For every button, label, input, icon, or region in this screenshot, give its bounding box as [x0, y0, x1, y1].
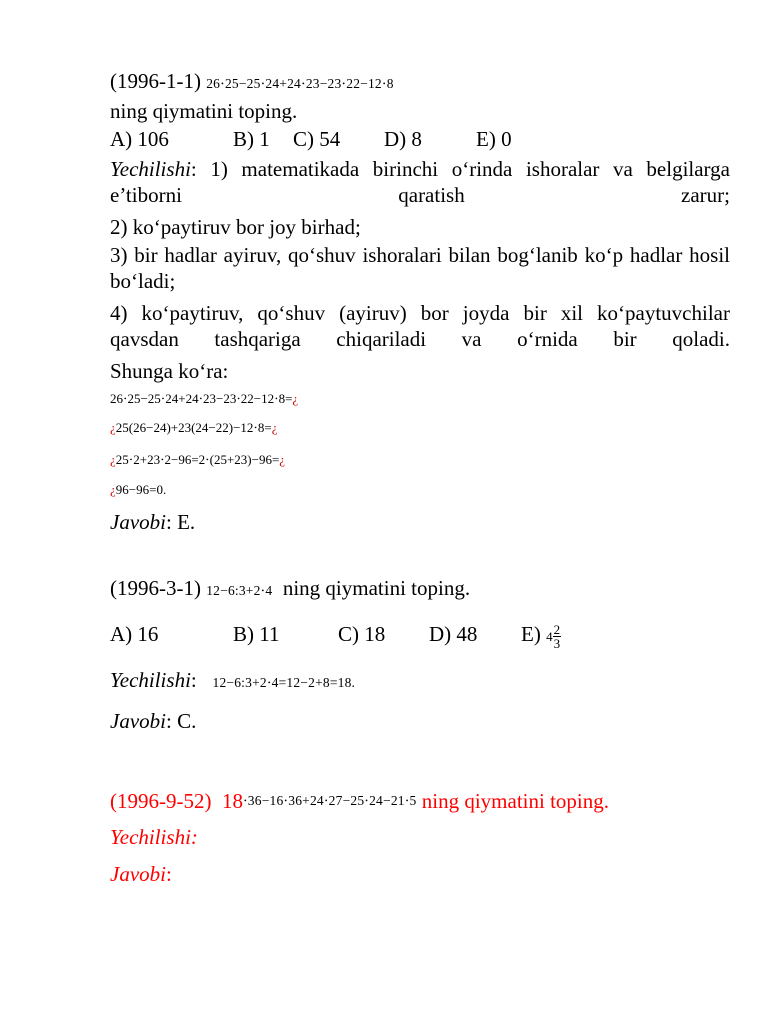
- problem1-calc-line1: [110, 386, 298, 412]
- problem2-header: [110, 575, 470, 604]
- calc-line1-qmark: ¿: [292, 391, 299, 406]
- calc-line2-qmark-end: ¿: [271, 420, 278, 435]
- problem1-options: [110, 126, 670, 152]
- problem2-option-c: C) 18: [338, 622, 386, 646]
- problem2-option-a: A) 16: [110, 622, 159, 646]
- problem2-answer-value: : C.: [165, 709, 197, 733]
- problem2-options: [110, 621, 610, 655]
- problem1-shunga-kora: Shunga ko‘ra:: [110, 359, 229, 383]
- problem1-solution-step1-text: : 1) matematikada birinchi o‘rinda ishoralar va belgilarga e’tiborni qaratish zarur;: [110, 157, 730, 207]
- calc-line3-qmark-end: ¿: [279, 452, 286, 467]
- problem2-question: ning qiymatini toping.: [282, 576, 471, 600]
- calc-line4-qmark: ¿: [110, 482, 116, 497]
- problem3-expression: ⋅36−16⋅36+24⋅27−25⋅24−21⋅5: [242, 793, 417, 808]
- problem1-expression: 26⋅25−25⋅24+24⋅23−23⋅22−12⋅8: [206, 76, 394, 91]
- problem1-answer-value: : E.: [165, 510, 196, 534]
- problem2-id: (1996-3-1): [110, 576, 201, 600]
- problem1-option-a: A) 106: [110, 127, 169, 151]
- problem2-solution-colon: :: [190, 668, 197, 692]
- problem1-answer-label: Javobi: [110, 510, 166, 534]
- problem1-calc-line3: [110, 447, 285, 473]
- problem3-answer: [110, 861, 172, 887]
- problem2-answer: [110, 708, 196, 734]
- problem3-id: (1996-9-52): [110, 789, 212, 813]
- calc-line1-expr: 26⋅25−25⋅24+24⋅23−23⋅22−12⋅8=: [110, 391, 293, 406]
- problem1-option-b: B) 1: [233, 127, 270, 151]
- calc-line2-qmark-start: ¿: [110, 420, 116, 435]
- problem3-lead-number: 18: [221, 789, 243, 813]
- problem2-solution-label: Yechilishi: [110, 668, 191, 692]
- problem1-calc-line2: [110, 415, 278, 441]
- problem1-solution-label: Yechilishi: [110, 157, 191, 181]
- problem1-step4: 4) ko‘paytiruv, qo‘shuv (ayiruv) bor joyda bir xil ko‘paytuvchilar qavsdan tashqariga chiqariladi va o‘rnida bir qoladi.: [110, 301, 730, 351]
- problem1-option-e: E) 0: [476, 127, 512, 151]
- problem3-answer-colon: :: [165, 862, 172, 886]
- problem1-step2: 2) ko‘paytiruv bor joy birhad;: [110, 215, 361, 239]
- problem1-step3: 3) bir hadlar ayiruv, qo‘shuv ishoralari bilan bog‘lanib ko‘p hadlar hosil bo‘ladi;: [110, 243, 730, 293]
- calc-line4-expr: 96−96=0.: [115, 482, 167, 497]
- problem3-header: [110, 788, 609, 817]
- problem2-solution: [110, 667, 355, 696]
- problem2-expression: 12−6:3+2⋅4: [206, 583, 273, 598]
- problem1-option-c: C) 54: [293, 127, 341, 151]
- problem2-option-b: B) 11: [233, 622, 280, 646]
- problem2-option-e: [521, 621, 561, 650]
- problem3-answer-label: Javobi: [110, 862, 166, 886]
- problem2-option-e-label: E): [521, 622, 541, 646]
- problem3-solution-label: Yechilishi:: [110, 825, 198, 849]
- problem2-option-d: D) 48: [429, 622, 478, 646]
- problem1-id: (1996-1-1): [110, 69, 201, 93]
- fraction-denominator: 3: [553, 635, 561, 651]
- problem2-solution-expression: 12−6:3+2⋅4=12−2+8=18.: [212, 675, 356, 690]
- problem1-answer: [110, 509, 195, 535]
- fraction-numerator: 2: [553, 621, 561, 637]
- problem1-header: [110, 68, 394, 97]
- problem2-option-e-whole: 4: [546, 629, 553, 644]
- problem3-question: ning qiymatini toping.: [421, 789, 609, 813]
- calc-line2-expr: 25(26−24)+23(24−22)−12⋅8=: [115, 420, 272, 435]
- problem1-option-d: D) 8: [384, 127, 422, 151]
- problem1-calc-line4: [110, 477, 166, 503]
- problem1-solution-step1: [110, 156, 730, 208]
- problem2-answer-label: Javobi: [110, 709, 166, 733]
- problem3-solution: [110, 824, 198, 850]
- calc-line3-qmark-start: ¿: [110, 452, 116, 467]
- calc-line3-expr: 25⋅2+23⋅2−96=2⋅(25+23)−96=: [115, 452, 280, 467]
- problem1-question: ning qiymatini toping.: [110, 99, 298, 123]
- problem2-option-e-fraction: [553, 623, 562, 650]
